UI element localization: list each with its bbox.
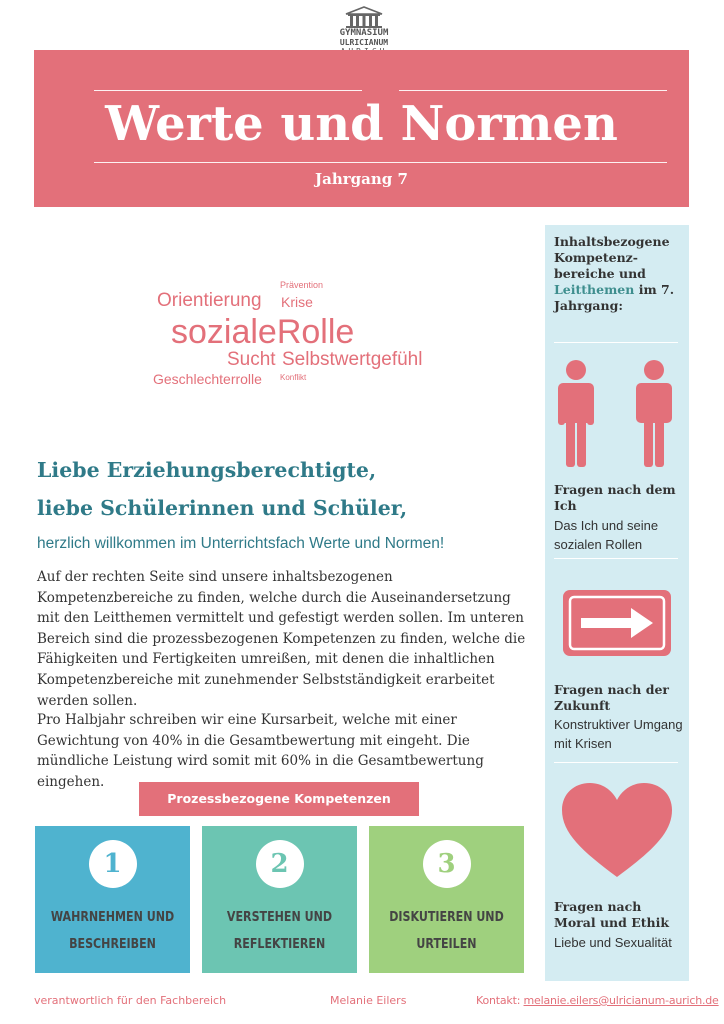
sidebar-divider (554, 342, 678, 343)
word-cloud-word: Prävention (280, 280, 324, 290)
word-cloud-word: Orientierung (157, 290, 262, 311)
school-building-icon (344, 6, 384, 28)
competency-number: 1 (89, 840, 137, 888)
competency-label-line-1: VERSTEHEN UND (226, 909, 333, 925)
competency-label-line-1: DISKUTIEREN UND (389, 909, 504, 925)
competency-label-line-2: URTEILEN (416, 936, 477, 952)
footer-contact-label: Kontakt: (476, 994, 521, 1007)
word-cloud-word: Geschlechterrolle (153, 371, 262, 387)
footer-contact (476, 994, 719, 1007)
welcome-text: herzlich willkommen im Unterrichtsfach Werte und Normen! (37, 535, 445, 552)
competency-number: 3 (423, 840, 471, 888)
sidebar-divider (554, 558, 678, 559)
greeting-line-1: Liebe Erziehungsberechtigte, (37, 458, 377, 482)
banner-text-layer (34, 50, 689, 207)
sidebar-heading-part-1: Inhaltsbezogene Kompetenz-bereiche und (554, 234, 670, 281)
word-cloud-word: Konflikt (280, 373, 307, 382)
word-cloud-word: sozialeRolle (171, 313, 355, 351)
heart-icon (562, 783, 672, 879)
word-cloud-word: Krise (281, 294, 313, 310)
sidebar-section-text: Das Ich und seine sozialen Rollen (554, 518, 659, 552)
competency-label-line-2: REFLEKTIEREN (233, 936, 326, 952)
sidebar-heading (554, 234, 684, 314)
two-persons-icon (554, 360, 680, 468)
competency-label (216, 904, 343, 958)
sidebar-heading-highlight: Leitthemen (554, 282, 635, 297)
page-subtitle: Jahrgang 7 (315, 170, 408, 188)
competency-label (49, 904, 176, 958)
competency-card-3 (369, 826, 524, 973)
intro-paragraph-2: Pro Halbjahr schreiben wir eine Kursarbeit, welche mit einer Gewichtung von 40% in die Gesamtbewertung mit eingeht. Die mündliche Leistung wird somit mit 60% in die Gesamtbewertung eingehen. (37, 712, 484, 790)
competency-card-2 (202, 826, 357, 973)
sidebar-section-title: Fragen nach dem Ich (554, 482, 676, 513)
process-competencies-label: Prozessbezogene Kompetenzen (139, 782, 419, 816)
word-cloud-word: Selbstwertgefühl (282, 349, 423, 370)
sidebar-section-text: Konstruktiver Umgang mit Krisen (554, 717, 683, 751)
arrow-right-sign-icon (563, 590, 671, 656)
competency-label (383, 904, 510, 958)
competency-label-line-2: BESCHREIBEN (69, 936, 156, 952)
competency-number: 2 (256, 840, 304, 888)
sidebar-section-title: Fragen nach Moral und Ethik (554, 899, 670, 930)
sidebar-heading-part-2: im 7. Jahrgang: (554, 282, 675, 313)
logo-line-1: GYMNASIUM (339, 28, 389, 38)
sidebar-section-title: Fragen nach der Zukunft (554, 682, 669, 713)
competency-label-line-1: WAHRNEHMEN UND (50, 909, 175, 925)
sidebar-section-text: Liebe und Sexualität (554, 935, 672, 950)
footer-email-link[interactable]: melanie.eilers@ulricianum-aurich.de (523, 994, 719, 1007)
footer-name: Melanie Eilers (330, 994, 407, 1007)
footer-responsible: verantwortlich für den Fachbereich (34, 994, 227, 1007)
logo-line-2: ULRICIANUM (339, 38, 389, 47)
greeting-line-2: liebe Schülerinnen und Schüler, (37, 496, 408, 520)
sidebar-divider (554, 762, 678, 763)
intro-paragraph-1: Auf der rechten Seite sind unsere inhaltsbezogenen Kompetenzbereiche zu finden, welche durch die Auseinandersetzung mit den Leitthemen vermittelt und gefestigt werden sollen. Im unteren Bereich sind die prozessbezogenen Kompetenzen zu finden, welche die Fähigkeiten und Fertigkeiten umreißen, mit denen die inhaltlichen Kompetenzbereiche mit zunehmender Selbstständigkeit erarbeitet werden sollen. (37, 569, 526, 709)
page-title: Werte und Normen (105, 96, 618, 152)
word-cloud-word: Sucht (227, 349, 276, 370)
competency-card-1 (35, 826, 190, 973)
